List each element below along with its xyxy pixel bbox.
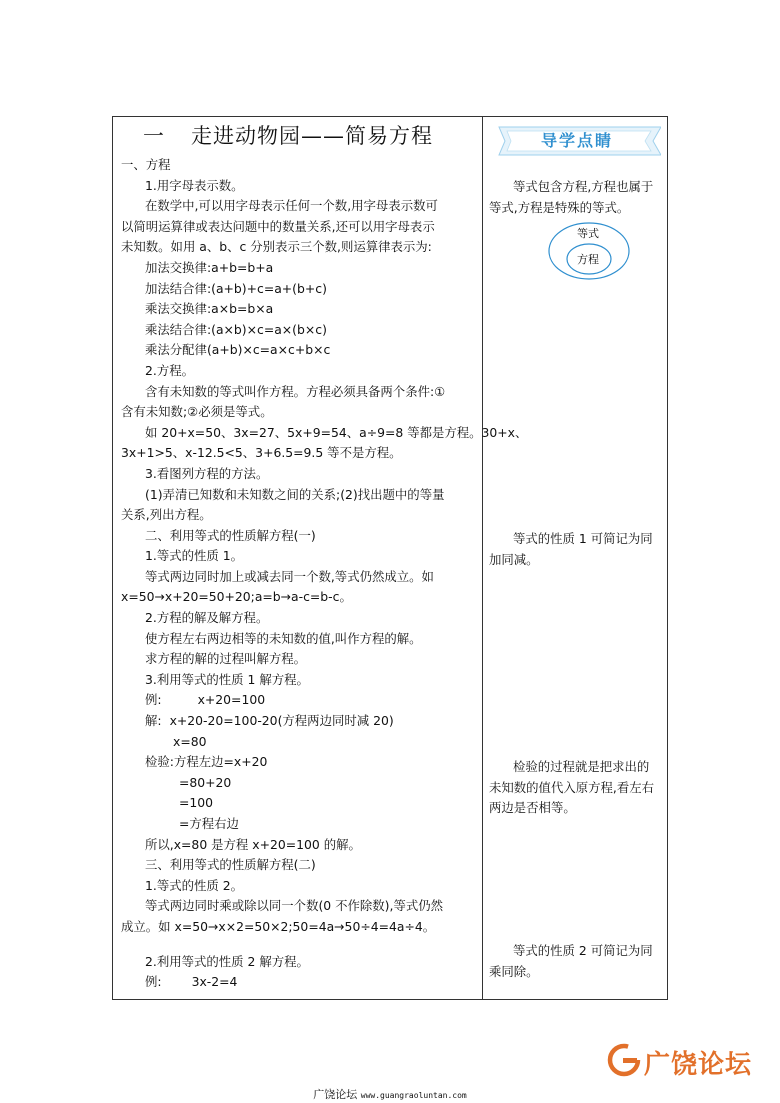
paragraph-line: 如 20+x=50、3x=27、5x+9=54、a÷9=8 等都是方程。30+x、 — [145, 424, 528, 440]
side-note — [489, 941, 661, 982]
venn-inner-label: 方程 — [577, 253, 599, 266]
paragraph-line: 等式两边同时加上或减去同一个数,等式仍然成立。如 — [145, 568, 434, 584]
subheading: 1.等式的性质 1。 — [145, 548, 243, 564]
section-heading: 三、利用等式的性质解方程(二) — [145, 857, 316, 873]
paragraph-line: 在数学中,可以用字母表示任何一个数,用字母表示数可 — [145, 198, 438, 214]
example-equation: 3x-2=4 — [191, 974, 238, 990]
paragraph-line: 所以,x=80 是方程 x+20=100 的解。 — [145, 836, 361, 852]
paragraph-line: 求方程的解的过程叫解方程。 — [145, 651, 307, 667]
page-title — [121, 117, 477, 155]
check-line: 检验:方程左边=x+20 — [145, 754, 268, 770]
subheading: 3.利用等式的性质 1 解方程。 — [145, 671, 309, 687]
law-line: 加法交换律:a+b=b+a — [145, 259, 274, 275]
paragraph-line: 成立。如 x=50→x×2=50×2;50=4a→50÷4=4a÷4。 — [121, 918, 436, 934]
g-logo-icon — [606, 1042, 642, 1078]
check-step: =100 — [179, 795, 214, 811]
paragraph-line: 含有未知数;②必须是等式。 — [121, 404, 273, 420]
paragraph-line: 使方程左右两边相等的未知数的值,叫作方程的解。 — [145, 630, 422, 646]
check-step: =方程右边 — [179, 816, 239, 831]
section-heading: 二、利用等式的性质解方程(一) — [145, 527, 316, 543]
side-note-text: 等式包含方程,方程也属于等式,方程是特殊的等式。 — [489, 179, 654, 215]
paragraph-line: 含有未知数的等式叫作方程。方程必须具备两个条件:① — [145, 383, 446, 399]
solution-label: 解: — [145, 713, 162, 729]
solution-step: x+20-20=100-20(方程两边同时减 20) — [169, 713, 394, 729]
law-line: 乘法结合律:(a×b)×c=a×(b×c) — [145, 321, 327, 337]
subheading: 1.用字母表示数。 — [145, 177, 244, 193]
footer-text: 广饶论坛 — [313, 1088, 358, 1101]
title-text: 走进动物园——简易方程 — [191, 124, 433, 148]
side-note — [489, 529, 661, 570]
content-frame — [112, 116, 668, 1000]
side-note-text: 等式的性质 1 可简记为同加同减。 — [489, 531, 653, 567]
subheading: 3.看图列方程的方法。 — [145, 465, 269, 481]
example-label: 例: — [145, 974, 162, 990]
subheading: 2.方程的解及解方程。 — [145, 610, 269, 626]
footer-url: www.guangraoluntan.com — [360, 1091, 467, 1100]
side-note — [489, 177, 661, 218]
page-footer — [0, 1088, 780, 1103]
site-logo — [606, 1042, 766, 1078]
solution-line — [121, 711, 477, 732]
subheading: 2.方程。 — [145, 362, 194, 378]
paragraph-line: 以简明运算律或表达问题中的数量关系,还可以用字母表示 — [121, 218, 435, 234]
venn-diagram — [547, 221, 631, 281]
example-equation: x+20=100 — [197, 692, 266, 708]
guide-banner — [493, 125, 661, 157]
banner-text: 导学点睛 — [540, 131, 613, 150]
paragraph-line: 3x+1>5、x-12.5<5、3+6.5=9.5 等不是方程。 — [121, 445, 402, 461]
solution-step: x=80 — [173, 733, 207, 749]
example-line — [121, 972, 477, 993]
venn-outer-label: 等式 — [577, 227, 599, 240]
side-note — [489, 757, 661, 819]
paragraph-line: 关系,列出方程。 — [121, 507, 212, 523]
check-step: =80+20 — [179, 774, 232, 790]
paragraph-line: x=50→x+20=50+20;a=b→a-c=b-c。 — [121, 589, 352, 605]
law-line: 乘法分配律(a+b)×c=a×c+b×c — [145, 342, 331, 358]
example-line — [121, 690, 477, 711]
paragraph-line: 等式两边同时乘或除以同一个数(0 不作除数),等式仍然 — [145, 898, 444, 914]
section-heading: 一、方程 — [121, 157, 171, 172]
paragraph-line: 未知数。如用 a、b、c 分别表示三个数,则运算律表示为: — [121, 239, 432, 255]
paragraph-line: (1)弄清已知数和未知数之间的关系;(2)找出题中的等量 — [145, 486, 445, 502]
example-label: 例: — [145, 692, 162, 708]
side-note-text: 等式的性质 2 可简记为同乘同除。 — [489, 943, 653, 979]
main-column — [121, 117, 528, 993]
side-note-text: 检验的过程就是把求出的未知数的值代入原方程,看左右两边是否相等。 — [489, 759, 655, 816]
title-number: 一 — [143, 124, 165, 148]
law-line: 加法结合律:(a+b)+c=a+(b+c) — [145, 280, 327, 296]
subheading: 2.利用等式的性质 2 解方程。 — [145, 953, 309, 969]
logo-text: 广饶论坛 — [644, 1050, 753, 1080]
law-line: 乘法交换律:a×b=b×a — [145, 301, 274, 317]
subheading: 1.等式的性质 2。 — [145, 877, 243, 893]
column-divider — [482, 117, 483, 999]
